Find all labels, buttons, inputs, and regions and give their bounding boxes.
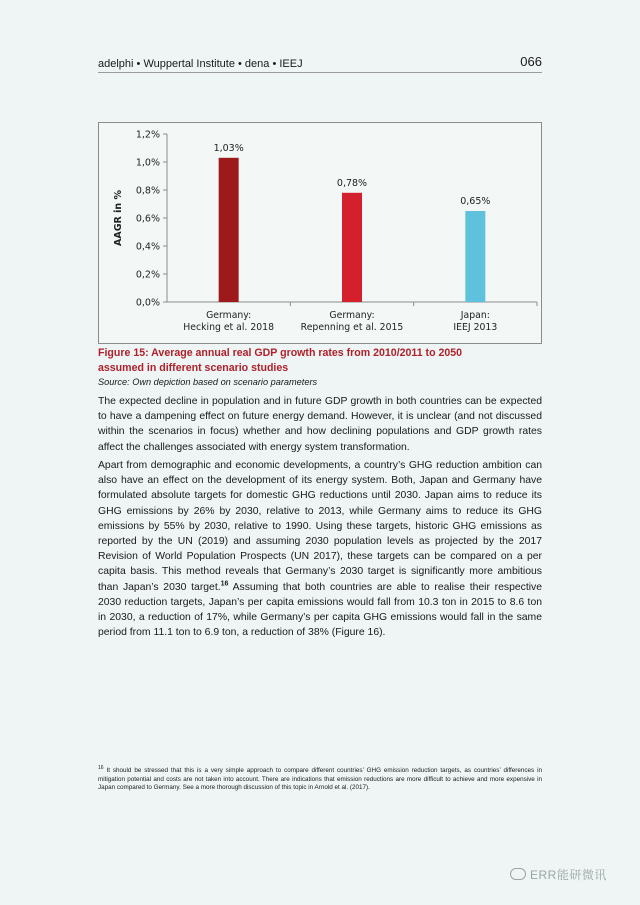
page-header [98,54,542,72]
watermark-text: ERR能研微讯 [530,868,607,882]
figure-source: Source: Own depiction based on scenario parameters [98,377,318,387]
body-paragraph-2-part-a: Apart from demographic and economic developments, a country’s GHG reduction ambition can also have an effect on the development of its energy system. Both, Japan and Germany have formulated absolute targets for domestic GHG reductions until 2030. Japan aims to reduce its GHG emissions by 26% by 2030, relative to 2013, while Germany aims to reduce its GHG emissions by 55% by 2030, relative to 1990. Using these targets, historic GHG emissions as reported by the UN (2019) and assuming 2030 population levels as projected by the 2017 Revision of World Population Prospects (UN 2017), these targets can be compared on a per capita basis. This method reveals that Germany’s 2030 target is significantly more ambitious than Japan’s 2030 target. [98,460,542,593]
figure-caption-line1: Figure 15: Average annual real GDP growth rates from 2010/2011 to 2050 [98,347,463,359]
x-tick-label: IEEJ 2013 [453,322,498,333]
bar-value-label: 0,78% [336,177,368,189]
y-tick-label: 0,8% [135,185,160,197]
bar [342,193,362,302]
bar [465,211,485,302]
header-divider [98,72,542,73]
chart-svg [99,123,541,343]
y-tick-label: 0,0% [135,297,160,309]
footnote-reference[interactable]: 16 [220,580,229,588]
x-tick-label: Germany: [329,310,375,321]
y-tick-label: 0,6% [135,213,160,225]
body-paragraph-2 [98,458,542,640]
bar-value-label: 0,65% [460,196,491,207]
wechat-icon [510,868,526,880]
y-tick-label: 0,2% [135,269,160,281]
y-tick-label: 1,2% [135,129,160,141]
bar [219,158,239,302]
footnote-number: 16 [98,765,104,771]
figure-caption-line2: assumed in different scenario studies [98,362,289,374]
x-tick-label: Japan: [460,310,490,321]
body-paragraph-2-part-b: Assuming that both countries are able to realise their respective 2030 reduction targets, Japan’s per capita emissions would fall from 10.3 ton in 2015 to 8.6 ton in 2030, a reduction of 17%, while Germany’s per capita GHG emissions would fall in the same period from 11.1 ton to 6.9 ton, a reduction of 38% (Figure 16). [98,581,542,639]
x-tick-label: Germany: [206,310,252,321]
bar-value-label: 1,03% [213,142,244,154]
watermark [510,866,607,883]
footnote [98,764,542,792]
x-tick-label: Hecking et al. 2018 [183,322,275,333]
y-axis-label: AAGR in % [113,190,124,246]
body-paragraph-1: The expected decline in population and in future GDP growth in both countries can be expected to have a dampening effect on future energy demand. However, it is unclear (and not discussed within the scenarios in focus) whether and how declining populations and GDP growth rates affect the challenges associated with energy system transformation. [98,396,542,453]
gdp-growth-chart [98,122,542,344]
header-authors: adelphi • Wuppertal Institute • dena • IEEJ [98,58,303,70]
y-tick-label: 0,4% [135,241,160,253]
page-number: 066 [520,54,542,69]
figure-caption [98,346,542,376]
x-tick-label: Repenning et al. 2015 [300,322,404,333]
y-tick-label: 1,0% [135,157,160,169]
footnote-text: It should be stressed that this is a very simple approach to compare different countries’ GHG emission reduction targets, as countries’ differences in mitigation potential and costs are not taken into account. There are indications that emission reductions are more difficult to achieve and more expensive in Japan compared to Germany. See a more thorough discussion of this topic in Arnold et al. (2017). [98,767,542,791]
